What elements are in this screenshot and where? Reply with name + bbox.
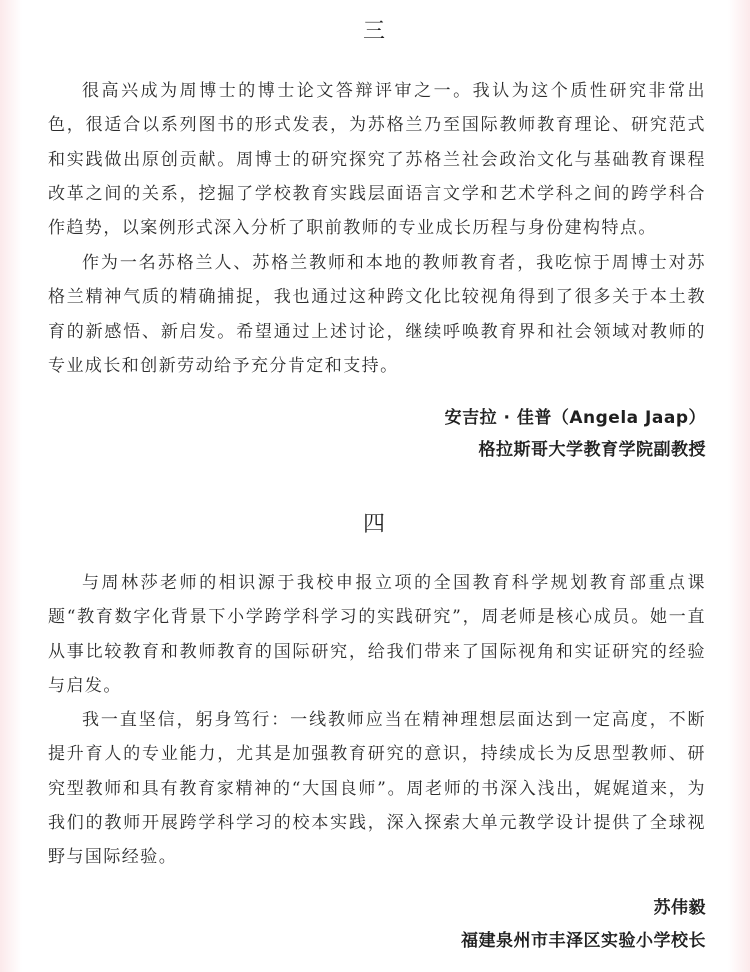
paragraph: 我一直坚信，躬身笃行：一线教师应当在精神理想层面达到一定高度，不断提升育人的专业能力，尤其是加强教育研究的意识，持续成长为反思型教师、研究型教师和具有教育家精神的“大国良师”。周老师的书深入浅出，娓娓道来，为我们的教师开展跨学科学习的校本实践，深入探索大单元教学设计提供了全球视野与国际经验。 <box>48 710 706 868</box>
signature-name: 苏伟毅 <box>653 898 706 918</box>
section-number: 四 <box>362 512 387 537</box>
signature-title: 福建泉州市丰泽区实验小学校长 <box>461 931 706 951</box>
signature-name: 安吉拉 · 佳普（Angela Jaap） <box>444 408 706 428</box>
signature-title: 格拉斯哥大学教育学院副教授 <box>478 440 706 460</box>
paragraph: 很高兴成为周博士的博士论文答辩评审之一。我认为这个质性研究非常出色，很适合以系列图书的形式发表，为苏格兰乃至国际教师教育理论、研究范式和实践做出原创贡献。周博士的研究探究了苏格兰社会政治文化与基础教育课程改革之间的关系，挖掘了学校教育实践层面语言文学和艺术学科之间的跨学科合作趋势，以案例形式深入分析了职前教师的专业成长历程与身份建构特点。 <box>48 81 706 239</box>
section-number: 三 <box>362 19 387 44</box>
paragraph: 作为一名苏格兰人、苏格兰教师和本地的教师教育者，我吃惊于周博士对苏格兰精神气质的精确捕捉，我也通过这种跨文化比较视角得到了很多关于本土教育的新感悟、新启发。希望通过上述讨论，继续呼唤教育界和社会领域对教师的专业成长和创新劳动给予充分肯定和支持。 <box>48 253 706 376</box>
paragraph: 与周林莎老师的相识源于我校申报立项的全国教育科学规划教育部重点课题“教育数字化背景下小学跨学科学习的实践研究”，周老师是核心成员。她一直从事比较教育和教师教育的国际研究，给我们带来了国际视角和实证研究的经验与启发。 <box>48 573 706 696</box>
